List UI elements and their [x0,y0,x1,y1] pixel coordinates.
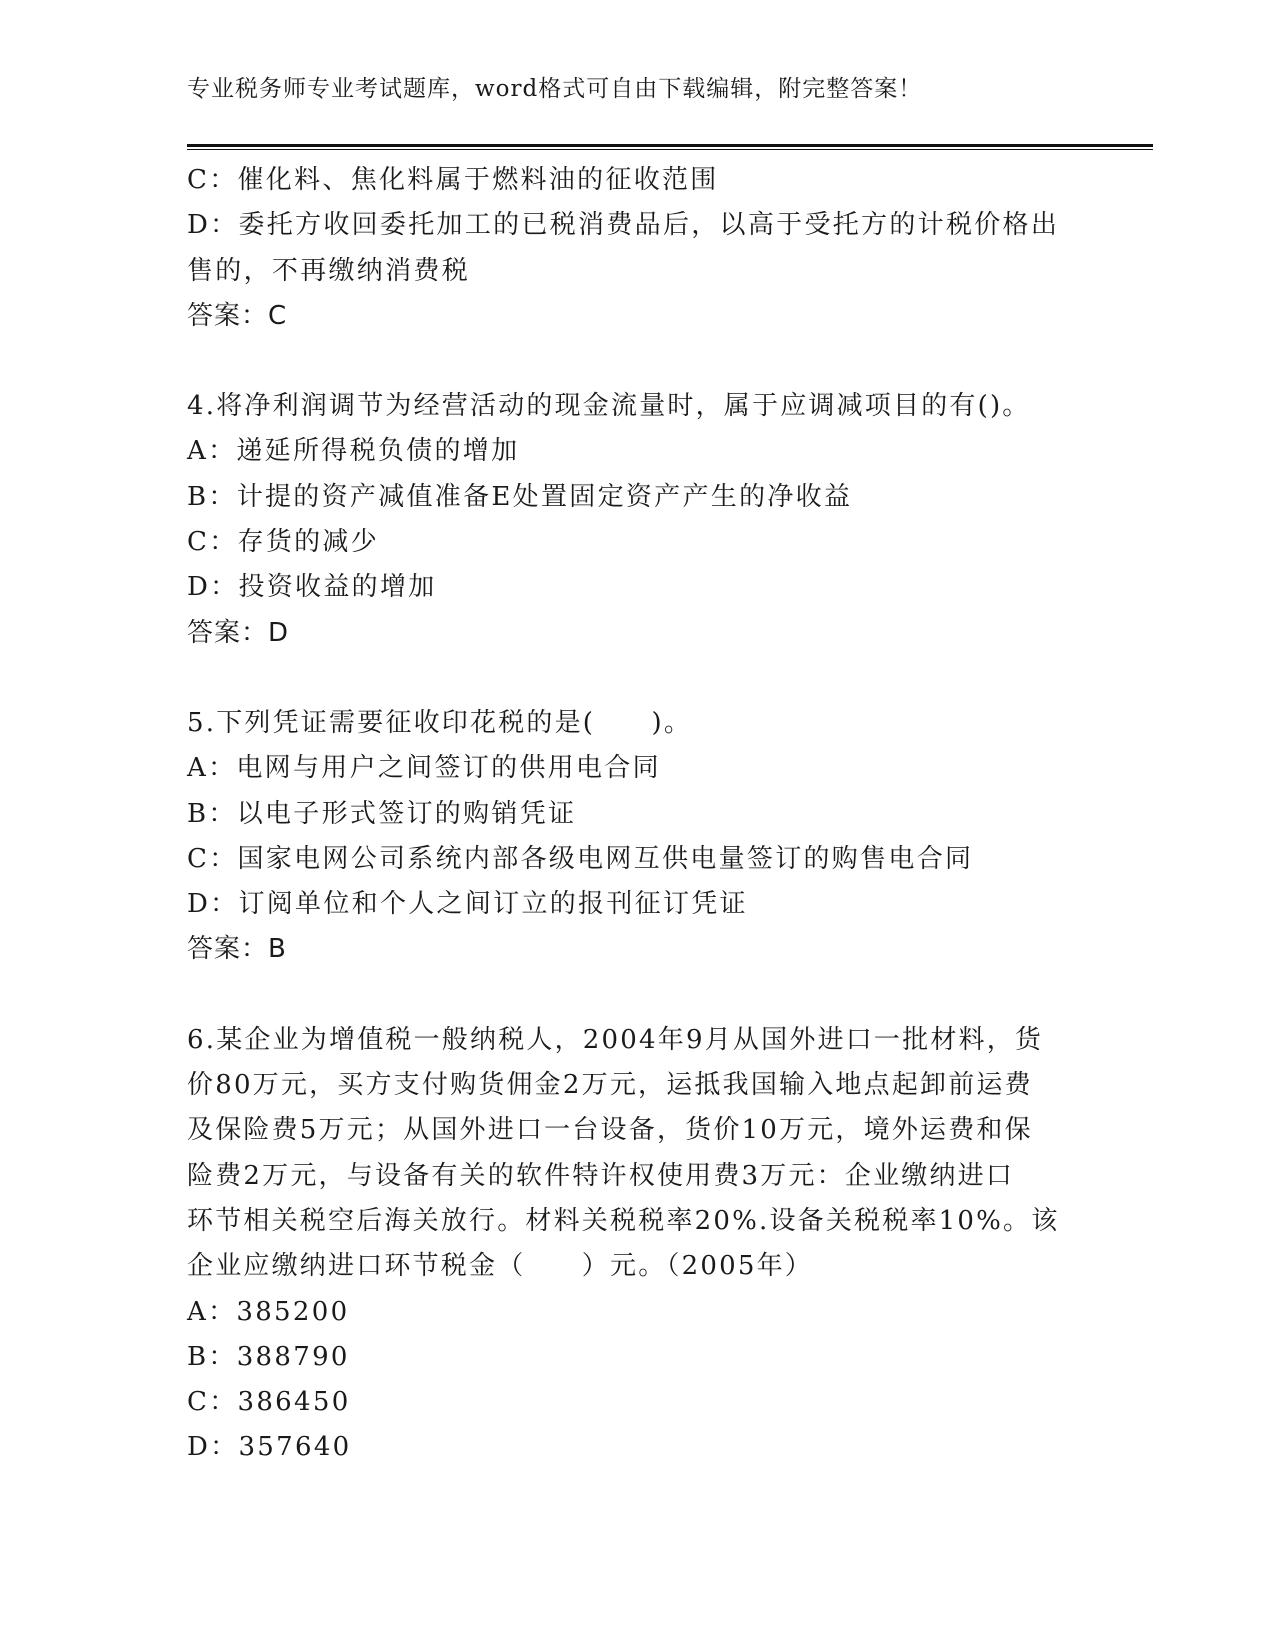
question-stem: 5.下列凭证需要征收印花税的是( )。 [187,707,693,738]
option-c: C：386450 [187,1387,351,1418]
option-d: D：订阅单位和个人之间订立的报刊征订凭证 [187,889,748,920]
question-stem-line: 险费2万元，与设备有关的软件特许权使用费3万元：企业缴纳进口 [187,1160,1015,1191]
question-6 [187,1018,1077,1471]
question-5 [187,701,1077,973]
answer: 答案：C [187,300,288,331]
question-3-continued [187,158,1077,339]
question-stem-line: 环节相关税空后海关放行。材料关税税率20%.设备关税税率10%。该 [187,1205,1060,1236]
header-divider [187,144,1153,150]
question-4 [187,384,1077,656]
question-stem-line: 及保险费5万元；从国外进口一台设备，货价10万元，境外运费和保 [187,1115,1033,1146]
page-header: 专业税务师专业考试题库，word格式可自由下载编辑，附完整答案！ [187,76,923,102]
question-stem-line: 6.某企业为增值税一般纳税人，2004年9月从国外进口一批材料，货 [187,1024,1044,1055]
question-stem-line: 价80万元，买方支付购货佣金2万元，运抵我国输入地点起卸前运费 [187,1070,1033,1101]
question-stem: 4.将净利润调节为经营活动的现金流量时，属于应调减项目的有()。 [187,391,1031,422]
option-c: C：催化料、焦化料属于燃料油的征收范围 [187,165,719,195]
question-stem-line: 企业应缴纳进口环节税金（ ）元。（2005年） [187,1251,813,1282]
option-d: D：投资收益的增加 [187,572,437,603]
option-d: D：357640 [187,1432,352,1463]
document-body [187,158,1077,1471]
option-d-continued: 售的，不再缴纳消费税 [187,255,471,286]
answer: 答案：B [187,934,287,965]
option-b: B：计提的资产减值准备E处置固定资产产生的净收益 [187,481,853,512]
option-a: A：递延所得税负债的增加 [187,436,520,467]
option-b: B：以电子形式签订的购销凭证 [187,798,577,829]
answer: 答案：D [187,617,290,648]
option-c: C：存货的减少 [187,527,379,558]
option-d: D：委托方收回委托加工的已税消费品后，以高于受托方的计税价格出 [187,210,1060,241]
option-c: C：国家电网公司系统内部各级电网互供电量签订的购售电合同 [187,843,974,874]
option-a: A：385200 [187,1296,350,1327]
option-b: B：388790 [187,1341,350,1372]
option-a: A：电网与用户之间签订的供用电合同 [187,753,661,784]
